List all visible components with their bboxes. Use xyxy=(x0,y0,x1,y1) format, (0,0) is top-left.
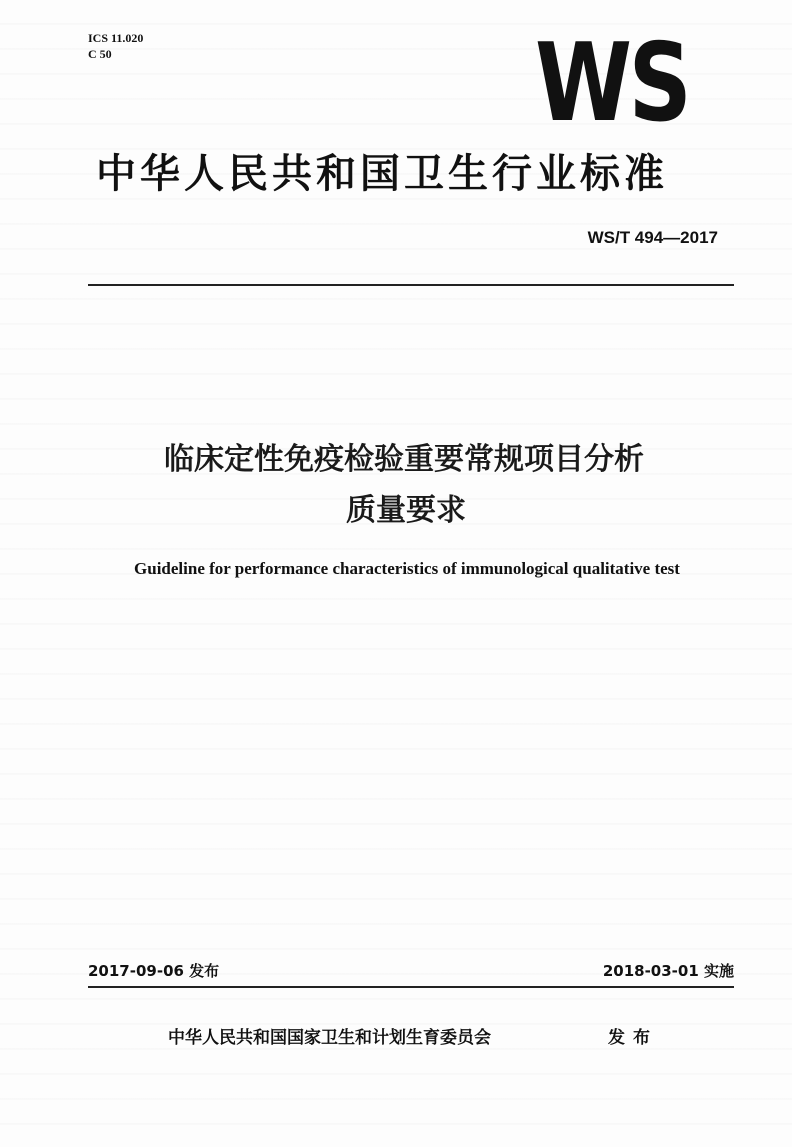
ics-code: ICS 11.020 xyxy=(88,31,144,45)
issuing-authority: 中华人民共和国国家卫生和计划生育委员会 xyxy=(168,1028,491,1048)
document-title-cn-line1: 临床定性免疫检验重要常规项目分析 xyxy=(164,442,644,477)
implementation-date: 2018-03-01 实施 xyxy=(602,962,734,980)
standard-category-title: 中华人民共和国卫生行业标准 xyxy=(96,151,668,197)
ws-logo: WS xyxy=(535,19,689,146)
document-title-cn-line2: 质量要求 xyxy=(346,493,466,528)
document-title-en: Guideline for performance characteristics of immunological qualitative test xyxy=(134,559,680,578)
release-date: 2017-09-06 发布 xyxy=(88,962,220,980)
classification-codes xyxy=(88,30,143,62)
footer-divider xyxy=(88,986,734,988)
standard-number: WS/T 494—2017 xyxy=(587,228,718,247)
ccs-code: C 50 xyxy=(88,47,112,61)
issued-label: 发布 xyxy=(608,1028,658,1048)
header-divider xyxy=(88,284,734,286)
